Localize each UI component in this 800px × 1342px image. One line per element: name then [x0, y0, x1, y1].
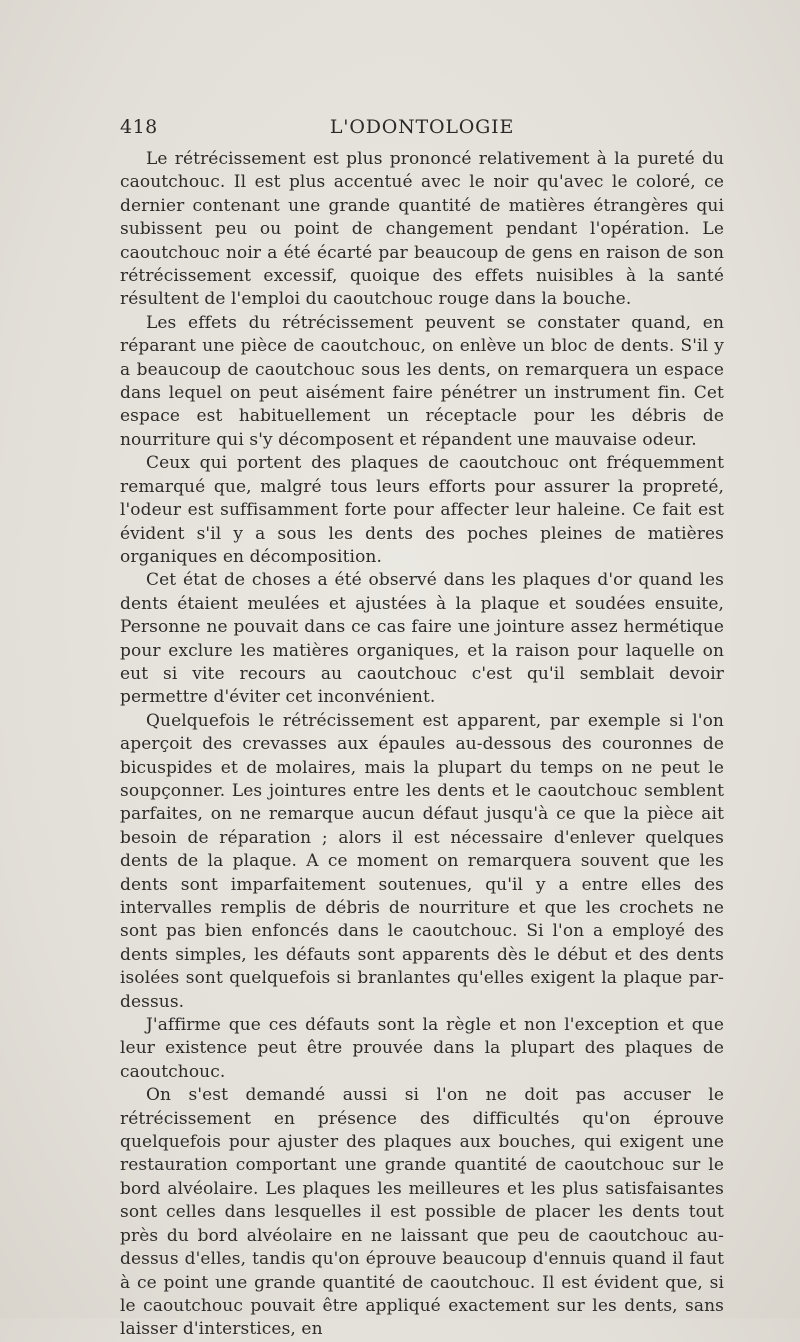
running-head [120, 112, 724, 148]
paragraph: Cet état de choses a été observé dans les plaques d'or quand les dents étaient meulées et ajustées à la plaque et soudées ensuite, Personne ne pouvait dans ce cas faire une jointure assez hermétique pour exclure les matières organiques, et la raison pour laquelle on eut si vite recours au caoutchouc c'est qu'il semblait devoir permettre d'éviter cet inconvénient. [120, 570, 724, 708]
paragraph: On s'est demandé aussi si l'on ne doit pas accuser le rétrécissement en présence des difficultés qu'on éprouve quelquefois pour ajuster des plaques aux bouches, qui exigent une restauration comportant une grande quantité de caoutchouc sur le bord alvéolaire. Les plaques les meilleures et les plus satisfaisantes sont celles dans lesquelles il est possible de placer les dents tout près du bord alvéolaire en ne laissant que peu de caoutchouc au-dessus d'elles, tandis qu'on éprouve beaucoup d'ennuis quand il faut à ce point une grande quantité de caoutchouc. Il est évident que, si le caoutchouc pouvait être appliqué exactement sur les dents, sans laisser d'interstices, en [120, 1085, 724, 1340]
paragraph: Quelquefois le rétrécissement est apparent, par exemple si l'on aperçoit des crevasses aux épaules au-dessous des couronnes de bicuspides et de molaires, mais la plupart du temps on ne peut le soupçonner. Les jointures entre les dents et le caoutchouc semblent parfaites, on ne remarque aucun défaut jusqu'à ce que la pièce ait besoin de réparation ; alors il est nécessaire d'enlever quelques dents de la plaque. A ce moment on remarquera souvent que les dents sont imparfaitement soutenues, qu'il y a entre elles des intervalles remplis de débris de nourriture et que les crochets ne sont pas bien enfoncés dans le caoutchouc. Si l'on a employé des dents simples, les défauts sont apparents dès le début et des dents isolées sont quelquefois si branlantes qu'elles exigent la plaque par-dessus. [120, 710, 724, 1012]
page-number: 418 [120, 116, 158, 138]
paragraph: Le rétrécissement est plus prononcé relativement à la pureté du caoutchouc. Il est plus accentué avec le noir qu'avec le coloré, ce dernier contenant une grande quantité de matières étrangères qui subissent peu ou point de changement pendant l'opération. Le caoutchouc noir a été écarté par beaucoup de gens en raison de son rétrécissement excessif, quoique des effets nuisibles à la santé résultent de l'emploi du caoutchouc rouge dans la bouche. [120, 149, 724, 310]
book-page [120, 112, 724, 1342]
paragraph: Ceux qui portent des plaques de caoutchouc ont fréquemment remarqué que, malgré tous leurs efforts pour assurer la propreté, l'odeur est suffisamment forte pour affecter leur haleine. Ce fait est évident s'il y a sous les dents des poches pleines de matières organiques en décomposition. [120, 453, 724, 567]
paragraph: Les effets du rétrécissement peuvent se constater quand, en réparant une pièce de caoutchouc, on enlève un bloc de dents. S'il y a beaucoup de caoutchouc sous les dents, on remarquera un espace dans lequel on peut aisément faire pénétrer un instrument fin. Cet espace est habituellement un réceptacle pour les débris de nourriture qui s'y décomposent et répandent une mauvaise odeur. [120, 312, 724, 450]
paragraph: J'affirme que ces défauts sont la règle et non l'exception et que leur existence peut être prouvée dans la plupart des plaques de caoutchouc. [120, 1015, 724, 1082]
running-title: L'ODONTOLOGIE [329, 116, 515, 138]
body-text [120, 148, 724, 1342]
